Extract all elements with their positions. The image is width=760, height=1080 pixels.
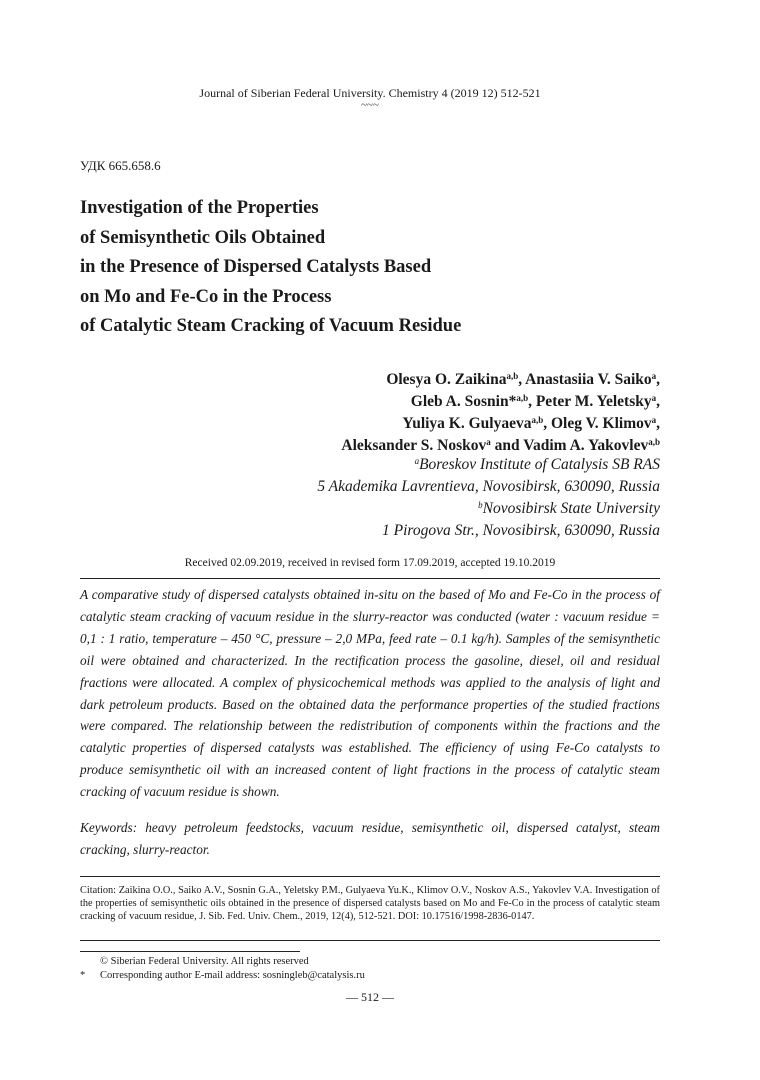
separator: , <box>656 393 660 410</box>
author-list <box>341 369 660 457</box>
separator: , <box>656 415 660 432</box>
citation-top-rule <box>80 876 660 877</box>
separator: , <box>656 371 660 388</box>
affiliation-b: $^b$Novosibirsk State University <box>478 500 660 517</box>
abstract-top-rule <box>80 578 660 579</box>
title-line: on Mo and Fe-Co in the Process <box>80 286 332 307</box>
affiliation-mark: b <box>478 500 483 510</box>
author-name: Aleksander S. Noskov <box>341 437 487 454</box>
received-dates: Received 02.09.2019, received in revised form 17.09.2019, accepted 19.10.2019 <box>184 557 556 569</box>
affiliation-mark: a <box>414 456 420 466</box>
affiliation-a: $^a$Boreskov Institute of Catalysis SB RAS <box>414 456 660 473</box>
udk-code: УДК 665.658.6 <box>80 158 161 173</box>
author-line <box>341 391 660 413</box>
author-name: Gleb A. Sosnin* <box>410 393 517 410</box>
author-line <box>341 369 660 391</box>
title-line: in the Presence of Dispersed Catalysts Based <box>80 257 432 277</box>
article-title <box>80 194 680 342</box>
citation: Citation: Zaikina O.O., Saiko A.V., Sosnin G.A., Yeletsky P.M., Gulyaeva Yu.K., Klimov O.V., Noskov A.S., Yakovlev V.A. Investigation of the properties of semisynthetic oils obtained in the presence of dispersed catalysts based on Mo and Fe-Co in the process of catalytic steam cracking of vacuum residue, J. Sib. Fed. Univ. Chem., 2019, 12(4), 512-521. DOI: 10.17516/1998-2836-0147. <box>80 885 660 922</box>
author-name: , Anastasiia V. Saiko <box>518 371 652 388</box>
affiliation-mark: a <box>651 371 657 381</box>
abstract: A comparative study of dispersed catalysts obtained in-situ on the based of Mo and Fe-Co in the process of catalytic steam cracking of vacuum residue in the slurry-reactor was conducted (water : vacuum residue = 0,1 : 1 ratio, temperature – 450 °C, pressure – 2,0 MPa, feed rate – 0.1 kg/h). Samples of the semisynthetic oil were obtained and characterized. In the rectification process the gasoline, diesel, oil and residual fractions were allocated. A complex of physicochemical methods was applied to the analysis of light and dark petroleum products. Based on the obtained data the performance properties of the studied fractions were compared. The relationship between the redistribution of components within the fractions and the catalytic properties of dispersed catalysts was established. The efficiency of using Fe-Co catalysts to produce semisynthetic oil with an increased content of light fractions in the process of catalytic steam cracking of vacuum residue is shown. <box>80 587 660 800</box>
header-ornament: ~~~ <box>361 99 379 111</box>
affiliation-b-address: 1 Pirogova Str., Novosibirsk, 630090, Russia <box>381 522 660 539</box>
title-line: of Semisynthetic Oils Obtained <box>80 227 326 248</box>
title-line: Investigation of the Properties <box>80 198 319 218</box>
affiliations <box>317 454 660 542</box>
footnote-rule <box>80 951 300 952</box>
author-name: , Peter M. Yeletsky <box>528 393 652 410</box>
author-line <box>341 413 660 435</box>
author-name: , Oleg V. Klimov <box>543 415 652 432</box>
citation-bottom-rule <box>80 940 660 941</box>
copyright-footnote: © Siberian Federal University. All rights reserved <box>100 956 309 967</box>
affiliation-mark: a <box>651 393 657 403</box>
affiliation-mark: a <box>486 437 491 447</box>
author-name: Yuliya K. Gulyaeva <box>402 415 532 432</box>
footnote-star: * <box>80 970 86 981</box>
affiliation-a-address: 5 Akademika Lavrentieva, Novosibirsk, 630090, Russia <box>317 478 660 495</box>
title-line: of Catalytic Steam Cracking of Vacuum Residue <box>80 316 462 336</box>
affiliation-mark: a <box>651 415 657 425</box>
author-name: Olesya O. Zaikina <box>386 371 507 388</box>
corresponding-author-footnote: * Corresponding author E-mail address: sosningleb@catalysis.ru <box>80 970 365 981</box>
affiliation-mark: a,b <box>516 393 529 403</box>
page-number: — 512 — <box>346 990 394 1004</box>
journal-header: Journal of Siberian Federal University. Chemistry 4 (2019 12) 512-521 <box>199 86 541 100</box>
affiliation-mark: a,b <box>506 371 519 381</box>
author-name: and Vadim A. Yakovlev <box>490 437 649 454</box>
affiliation-mark: a,b <box>648 437 660 447</box>
keywords: Keywords: heavy petroleum feedstocks, vacuum residue, semisynthetic oil, dispersed catalyst, steam cracking, slurry-reactor. <box>80 820 660 857</box>
affiliation-mark: a,b <box>531 415 544 425</box>
